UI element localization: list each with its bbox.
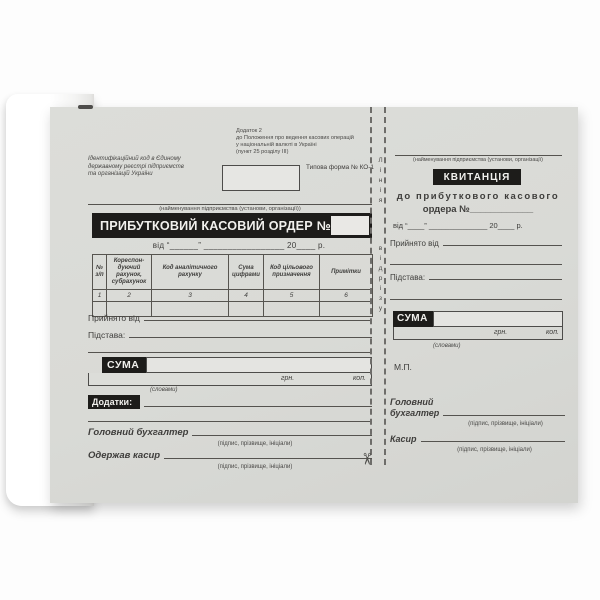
received-from-blank-line: [443, 239, 562, 246]
edrpou-note-line: державному реєстрі підприємств: [88, 163, 184, 170]
hryvnia-label: грн.: [494, 329, 508, 336]
col-header-index: № з/п: [93, 255, 107, 290]
col-number: 6: [320, 290, 373, 302]
receipt-title-bar: [433, 169, 521, 185]
receipt-received-from-row: [390, 239, 562, 248]
hryvnia-label: грн.: [281, 375, 295, 382]
receipt-date-line: від “____” ______________ 20____ р.: [393, 221, 523, 230]
appendix-line: до Положення про ведення касових операцій: [236, 135, 354, 141]
kopiyka-label: коп.: [353, 375, 366, 382]
cashier-received-label: Одержав касир: [88, 450, 161, 461]
order-table-number-row: [93, 290, 373, 302]
org-name-caption: (найменування підприємства (установи, організації)): [159, 206, 301, 212]
receipt-title: КВИТАНЦІЯ: [443, 171, 511, 183]
attachments-blank-line: [144, 406, 372, 407]
order-title-bar: [92, 213, 372, 238]
order-chief-accountant-row: [88, 427, 372, 438]
attachments-label: Додатки:: [88, 395, 140, 409]
cashier-signature-line: [164, 450, 372, 459]
col-number: 5: [264, 290, 320, 302]
receipt-sum-row: [393, 311, 563, 327]
edrpou-note-line: Ідентифікаційний код в Єдиному: [88, 156, 181, 162]
sum-amount-box: [146, 357, 372, 373]
col-number: 4: [229, 290, 264, 302]
cut-line-label-word1: Лінія: [377, 157, 384, 207]
basis-continuation-line: [390, 290, 562, 300]
edrpou-code-box: [222, 165, 300, 191]
order-table-header-row: [93, 255, 373, 290]
col-header-analytic-account: Код аналітичного рахунку: [152, 255, 229, 290]
receipt-chief-accountant-label-line1: Головний: [390, 397, 434, 407]
col-header-sum-figures: Сума цифрами: [229, 255, 264, 290]
order-attachments-row: [88, 395, 372, 409]
signature-caption: (підпис, прізвище, ініціали): [217, 464, 293, 470]
appendix-line: (пункт 25 розділу ІІІ): [236, 149, 289, 155]
appendix-line: у національній валюті в Україні: [236, 142, 317, 148]
appendix-note: [236, 128, 354, 156]
receipt-chief-accountant-row: [390, 408, 565, 418]
receipt-subtitle-line1: до прибуткового касового: [396, 191, 560, 202]
binding-mark: [78, 105, 93, 109]
basis-continuation-line: [88, 343, 372, 353]
chief-accountant-signature-line: [443, 408, 565, 416]
received-from-label: Прийнято від: [390, 239, 439, 248]
basis-blank-line: [129, 330, 372, 338]
received-continuation-line: [390, 255, 562, 265]
col-number: 1: [93, 290, 107, 302]
receipt-sum-words-row: [393, 327, 563, 340]
basis-label: Підстава:: [390, 273, 426, 282]
in-words-caption: (словами): [433, 343, 461, 349]
attachments-continuation-line: [88, 412, 372, 422]
col-header-corresponding-account: Кореспон-дуючий рахунок, субрахунок: [107, 255, 152, 290]
chief-accountant-label-line2: бухгалтер: [390, 408, 440, 418]
col-header-notes: Примітки: [320, 255, 373, 290]
received-from-blank-line: [144, 313, 372, 321]
col-number: 2: [107, 290, 152, 302]
edrpou-note-line: та організацій України: [88, 171, 153, 178]
stamp-place-label: М.П.: [394, 362, 412, 372]
sum-label: СУМА: [102, 357, 146, 373]
form-code-label: Типова форма № КО-1: [306, 164, 374, 171]
kopiyka-label: коп.: [546, 329, 559, 336]
cut-dashed-line-right: [384, 107, 386, 465]
order-cashier-received-row: [88, 450, 372, 461]
receipt-org-blank-line: [395, 147, 562, 156]
col-header-purpose-code: Код цільового призначення: [264, 255, 320, 290]
order-sum-row: [102, 357, 372, 373]
order-number-box: [331, 216, 369, 235]
order-table: [92, 254, 373, 317]
basis-blank-line: [429, 273, 562, 280]
signature-caption: (підпис, прізвище, ініціали): [217, 441, 293, 447]
receipt-basis-row: [390, 273, 562, 282]
order-sum-words-row: [88, 373, 372, 386]
cashier-label: Касир: [390, 434, 417, 444]
edrpou-note: [88, 156, 184, 179]
in-words-caption: (словами): [150, 387, 178, 393]
cut-line-label-word2: відрізу: [377, 245, 384, 315]
col-number: 3: [152, 290, 229, 302]
cash-order-form-page: [50, 107, 578, 503]
signature-caption: (підпис, прізвище, ініціали): [468, 421, 543, 427]
scissors-icon: ✂: [357, 452, 375, 466]
sum-amount-box: [433, 311, 563, 327]
chief-accountant-signature-line: [192, 427, 372, 436]
order-basis-row: [88, 330, 372, 340]
order-title: ПРИБУТКОВИЙ КАСОВИЙ ОРДЕР №: [100, 218, 331, 233]
order-date-line: від “______” _________________ 20____ р.: [152, 241, 326, 250]
sum-label: СУМА: [393, 311, 433, 327]
org-name-blank-line: [88, 195, 372, 205]
basis-label: Підстава:: [88, 330, 126, 340]
receipt-org-caption: (найменування підприємства (установи, організації): [413, 157, 543, 163]
appendix-line: Додаток 2: [236, 128, 262, 134]
received-from-label: Прийнято від: [88, 313, 140, 323]
receipt-subtitle-line2: ордера №____________: [422, 204, 534, 215]
chief-accountant-label: Головний бухгалтер: [88, 427, 189, 438]
cashier-signature-line: [421, 434, 565, 442]
receipt-cashier-row: [390, 434, 565, 444]
order-received-from-row: [88, 313, 372, 323]
signature-caption: (підпис, прізвище, ініціали): [457, 447, 532, 453]
